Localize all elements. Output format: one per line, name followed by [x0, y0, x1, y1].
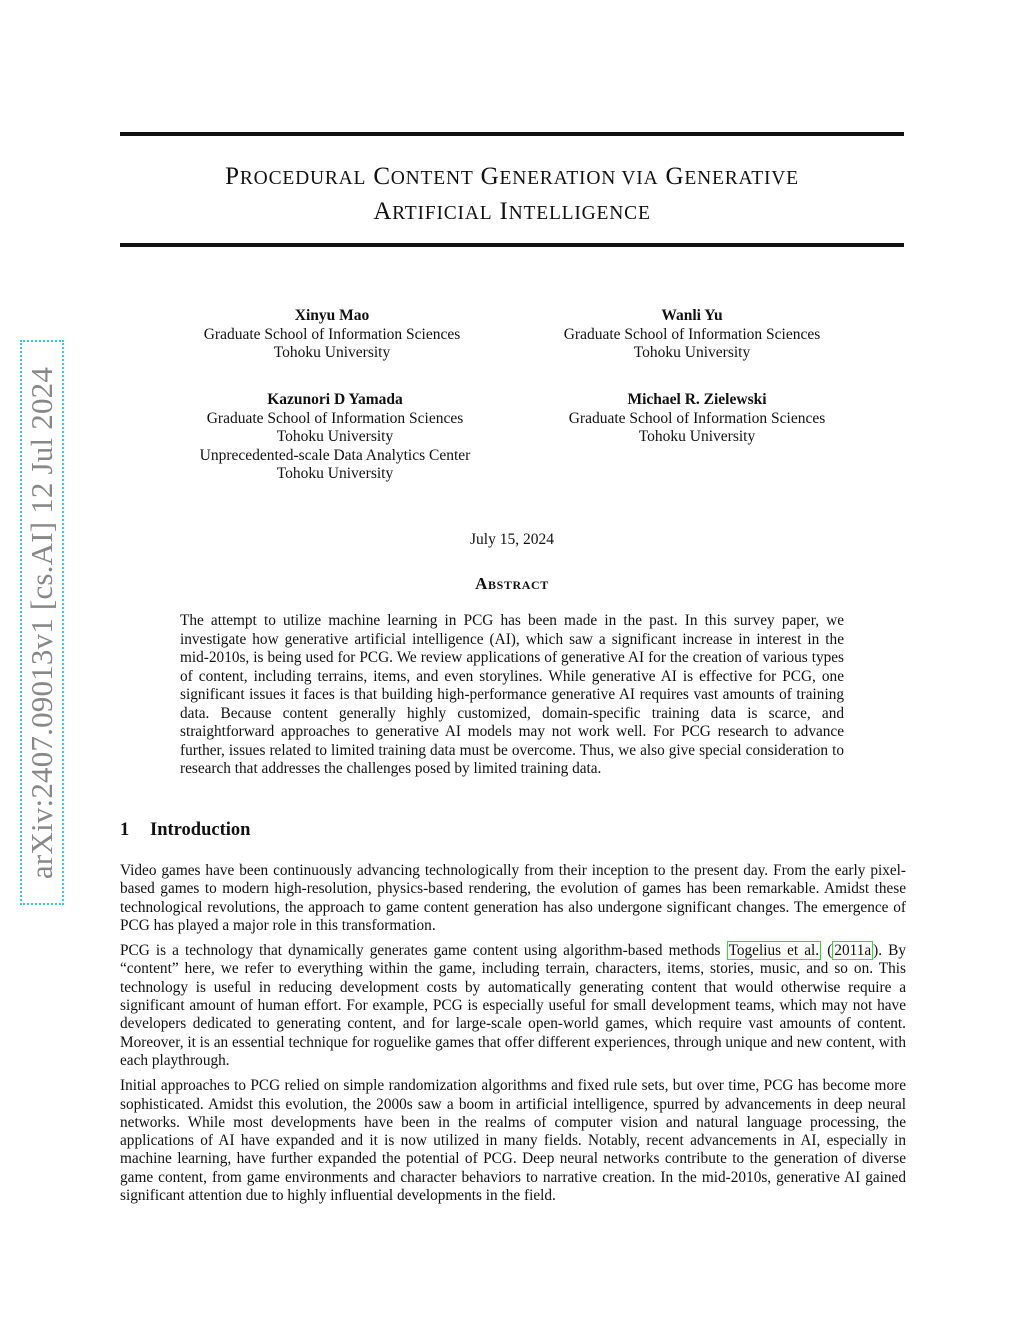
title-line-2: ARTIFICIAL INTELLIGENCE — [373, 198, 651, 225]
paragraph: PCG is a technology that dynamically generates game content using algorithm-based methods Togelius et al. ( 2011a ). By “content” here, we refer to everything within the game, including terrain, characters, items, stories, music, and so on. This technology is useful in reducing development costs by automatically generating content that would otherwise require a significant amount of human effort. For example, PCG is especially useful for small development teams, which may not have developers dedicated to generating content, and for large-scale open-world games, which require vast amounts of content. Moreover, it is an essential technique for roguelike games that offer different experiences, through unique and new content, with each playthrough. — [120, 942, 907, 1069]
author-block-4 — [569, 391, 826, 447]
author-name: Wanli Yu — [661, 307, 723, 324]
section-body — [120, 862, 906, 1212]
paper-date: July 15, 2024 — [470, 531, 554, 548]
author-affiliation: Tohoku University — [276, 465, 394, 482]
author-affiliation: Unprecedented-scale Data Analytics Center — [199, 446, 471, 464]
author-name: Xinyu Mao — [294, 307, 370, 324]
author-affiliation: Tohoku University — [633, 344, 751, 361]
author-affiliation: Graduate School of Information Sciences — [563, 325, 821, 343]
section-title: Introduction — [150, 820, 251, 840]
arxiv-identifier-box[interactable] — [20, 340, 64, 905]
author-affiliation: Graduate School of Information Sciences — [206, 409, 464, 427]
paper-title — [120, 160, 904, 230]
author-block-1 — [204, 307, 461, 363]
author-name: Michael R. Zielewski — [627, 391, 767, 408]
title-line-1: PROCEDURAL CONTENT GENERATION VIA GENERATIVE — [225, 163, 799, 190]
citation-year-link[interactable]: 2011a — [834, 942, 872, 960]
title-rule-bottom — [120, 243, 904, 247]
author-affiliation: Tohoku University — [273, 344, 391, 361]
abstract-heading: Abstract — [475, 574, 549, 593]
section-number: 1 — [120, 820, 130, 840]
author-affiliation: Tohoku University — [638, 428, 756, 445]
paragraph: Video games have been continuously advancing technologically from their inception to the present day. From the early pixel-based games to modern high-resolution, physics-based rendering, the evolution of games has been remarkable. Amidst these technological revolutions, the approach to game content generation has also undergone significant changes. The emergence of PCG has played a major role in this transformation. — [120, 862, 906, 934]
abstract-text: The attempt to utilize machine learning in PCG has been made in the past. In this survey paper, we investigate how generative artificial intelligence (AI), which saw a significant increase in interest in the mid-2010s, is being used for PCG. We review applications of generative AI for the creation of various types of content, including terrains, items, and even storylines. While generative AI is effective for PCG, one significant issues it faces is that building high-performance generative AI requires vast amounts of training data. Because content generally highly customized, domain-specific training data is scarce, and straightforward approaches to generative AI models may not work well. For PCG research to advance further, issues related to limited training data must be overcome. Thus, we also give special consideration to research that addresses the challenges posed by limited training data. — [180, 612, 844, 777]
author-block-3 — [200, 391, 471, 484]
paragraph: Initial approaches to PCG relied on simple randomization algorithms and fixed rule sets, but over time, PCG has become more sophisticated. Amidst this evolution, the 2000s saw a boom in artificial intelligence, spurred by advancements in deep neural networks. While most developments have been in the realms of computer vision and natural language processing, the applications of AI have expanded and it is now utilized in many fields. Notably, recent advancements in AI, especially in machine learning, have further expanded the potential of PCG. Deep neural networks contribute to the generation of diverse game content, from game environments and character behaviors to narrative creation. In the mid-2010s, generative AI gained significant attention due to highly influential developments in the field. — [120, 1077, 906, 1205]
author-affiliation: Graduate School of Information Sciences — [568, 409, 826, 427]
section-heading — [120, 820, 250, 841]
author-affiliation: Tohoku University — [276, 428, 394, 445]
author-block-2 — [564, 307, 821, 363]
author-affiliation: Graduate School of Information Sciences — [203, 325, 461, 343]
arxiv-identifier: arXiv:2407.09013v1 [cs.AI] 12 Jul 2024 — [24, 366, 59, 879]
title-rule-top — [120, 132, 904, 136]
author-name: Kazunori D Yamada — [267, 391, 403, 408]
citation-link[interactable]: Togelius et al. — [728, 942, 820, 960]
